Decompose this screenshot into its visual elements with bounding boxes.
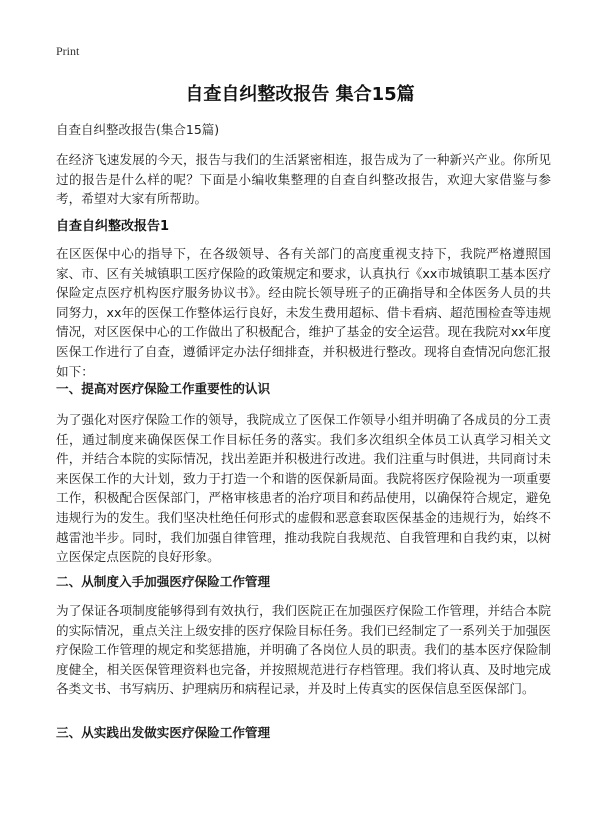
section1-paragraph: 为了强化对医疗保险工作的领导，我院成立了医保工作领导小组并明确了各成员的分工责任，通过制度来确保医保工作目标任务的落实。我们多次组织全体员工认真学习相关文件，并结合本院的实际情况，找出差距并积极进行改进。我们注重与时俱进，共同商讨未来医保工作的大计划，致力于打造一个和谐的医保新局面。我院将医疗保险视为一项重要工作，积极配合医保部门，严格审核患者的治疗项目和药品使用，以确保符合规定，避免违规行为的发生。我们坚决杜绝任何形式的虚假和恶意套取医保基金的违规行为，始终不越雷池半步。同时，我们加强自律管理，推动我院自我规范、自我管理和自我约束，以树立医保定点医院的良好形象。 (56, 412, 551, 565)
report1-heading: 自查自纠整改报告1 (56, 219, 170, 234)
section2-paragraph: 为了保证各项制度能够得到有效执行，我们医院正在加强医疗保险工作管理，并结合本院的实际情况，重点关注上级安排的医疗保险目标任务。我们已经制定了一系列关于加强医疗保险工作管理的规定和奖惩措施，并明确了各岗位人员的职责。我们的基本医疗保险制度健全，相关医保管理资料也完备，并按照规范进行存档管理。我们将认真、及时地完成各类文书、书写病历、护理病历和病程记录，并及时上传真实的医保信息至医保部门。 (56, 603, 551, 697)
report1-paragraph: 在区医保中心的指导下，在各级领导、各有关部门的高度重视支持下，我院严格遵照国家、市、区有关城镇职工医疗保险的政策规定和要求，认真执行《xx市城镇职工基本医疗保险定点医疗机构医疗服务协议书》。经由院长领导班子的正确指导和全体医务人员的共同努力，xx年的医保工作整体运行良好，未发生费用超标、借卡看病、超范围检查等违规情况，对区医保中心的工作做出了积极配合，维护了基金的安全运营。现在我院对xx年度医保工作进行了自查，遵循评定办法仔细排查，并积极进行整改。现将自查情况向您汇报如下： (56, 246, 551, 379)
section3-heading: 三、从实践出发做实医疗保险工作管理 (56, 725, 271, 740)
intro-paragraph: 在经济飞速发展的今天，报告与我们的生活紧密相连，报告成为了一种新兴产业。你所见过的报告是什么样的呢？下面是小编收集整理的自查自纠整改报告，欢迎大家借鉴与参考，希望对大家有所帮助。 (56, 152, 551, 207)
document-subtitle: 自查自纠整改报告(集合15篇) (56, 122, 220, 137)
print-label: Print (56, 44, 80, 58)
document-title: 自查自纠整改报告 集合15篇 (185, 84, 415, 105)
section2-heading: 二、从制度入手加强医疗保险工作管理 (56, 574, 271, 589)
section1-heading: 一、提高对医疗保险工作重要性的认识 (56, 381, 271, 396)
